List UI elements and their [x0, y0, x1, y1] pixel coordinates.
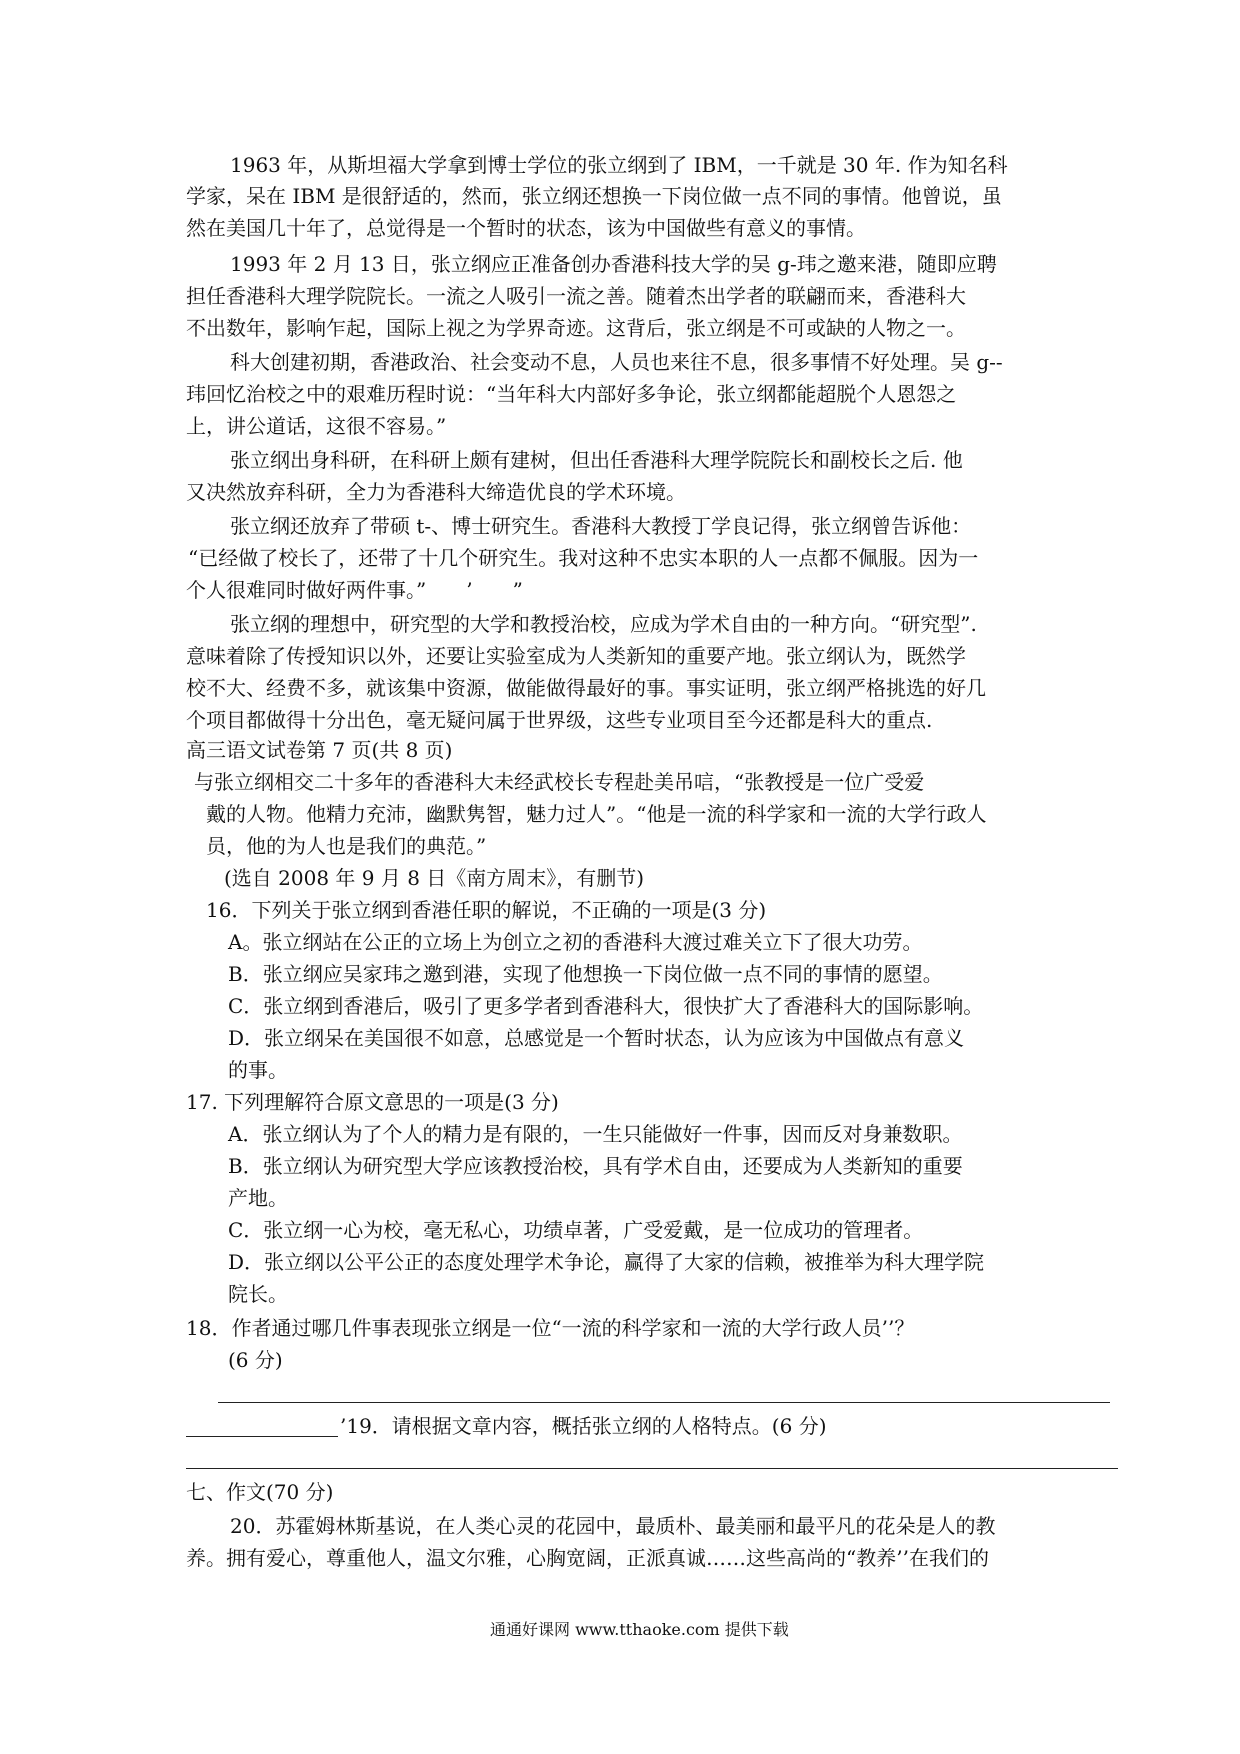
question-18-points: (6 分) [228, 1348, 283, 1372]
passage-line: 张立纲出身科研，在科研上颇有建树，但出任香港科大理学院院长和副校长之后. 他 [230, 448, 963, 472]
footer-credit: 通通好课网 www.tthaoke.com 提供下载 [490, 1620, 789, 1639]
passage-line: 1993 年 2 月 13 日，张立纲应正准备创办香港科技大学的吴 g-玮之邀来港，随即应聘 [230, 252, 997, 276]
passage-line: 戴的人物。他精力充沛，幽默隽智，魅力过人”。“他是一流的科学家和一流的大学行政人 [206, 802, 987, 826]
question-17-option-b: 产地。 [228, 1186, 288, 1210]
passage-line: 个项目都做得十分出色，毫无疑问属于世界级，这些专业项目至今还都是科大的重点. [186, 708, 933, 732]
passage-line: 校不大、经费不多，就该集中资源，做能做得最好的事。事实证明，张立纲严格挑选的好几 [186, 676, 986, 700]
passage-line: “已经做了校长了，还带了十几个研究生。我对这种不忠实本职的人一点都不佩服。因为一 [188, 546, 979, 570]
essay-prompt-line: 20．苏霍姆林斯基说，在人类心灵的花园中，最质朴、最美丽和最平凡的花朵是人的教 [230, 1514, 996, 1538]
section-heading: 七、作文(70 分) [186, 1480, 334, 1504]
passage-line: 与张立纲相交二十多年的香港科大未经武校长专程赴美吊唁，“张教授是一位广受爱 [194, 770, 925, 794]
passage-line: 担任香港科大理学院院长。一流之人吸引一流之善。随着杰出学者的联翩而来，香港科大 [186, 284, 966, 308]
passage-line: 不出数年，影响乍起，国际上视之为学界奇迹。这背后，张立纲是不可或缺的人物之一。 [186, 316, 966, 340]
question-18-stem: 18．作者通过哪几件事表现张立纲是一位“一流的科学家和一流的大学行政人员’’？ [186, 1316, 915, 1340]
passage-line: 员，他的为人也是我们的典范。” [206, 834, 487, 858]
passage-line: 玮回忆治校之中的艰难历程时说：“当年科大内部好多争论，张立纲都能超脱个人恩怨之 [186, 382, 957, 406]
essay-prompt-line: 养。拥有爱心，尊重他人，温文尔雅，心胸宽阔，正派真诚……这些高尚的“教养’’在我们的 [186, 1546, 989, 1570]
passage-line: 又决然放弃科研，全力为香港科大缔造优良的学术环境。 [186, 480, 686, 504]
page-number-label: 高三语文试卷第 7 页(共 8 页) [186, 738, 453, 762]
question-16-option-b: B．张立纲应吴家玮之邀到港，实现了他想换一下岗位做一点不同的事情的愿望。 [228, 962, 943, 986]
question-16-stem: 16．下列关于张立纲到香港任职的解说，不正确的一项是(3 分) [206, 898, 767, 922]
question-19-stem: ’19．请根据文章内容，概括张立纲的人格特点。(6 分) [340, 1414, 827, 1438]
question-16-option-d: D．张立纲呆在美国很不如意，总感觉是一个暂时状态，认为应该为中国做点有意义 [228, 1026, 965, 1050]
question-17-option-b: B．张立纲认为研究型大学应该教授治校，具有学术自由，还要成为人类新知的重要 [228, 1154, 963, 1178]
passage-line: 张立纲的理想中，研究型的大学和教授治校，应成为学术自由的一种方向。“研究型”. [230, 612, 977, 636]
question-16-option-a: A。张立纲站在公正的立场上为创立之初的香港科大渡过难关立下了很大功劳。 [228, 930, 923, 954]
passage-line: 然在美国几十年了，总觉得是一个暂时的状态，该为中国做些有意义的事情。 [186, 216, 866, 240]
passage-line: 意味着除了传授知识以外，还要让实验室成为人类新知的重要产地。张立纲认为，既然学 [186, 644, 966, 668]
passage-line: 上，讲公道话，这很不容易。” [186, 414, 447, 438]
passage-line: 学家，呆在 IBM 是很舒适的，然而，张立纲还想换一下岗位做一点不同的事情。他曾说，虽 [186, 184, 1002, 208]
question-16-option-d: 的事。 [228, 1058, 288, 1082]
source-citation: (选自 2008 年 9 月 8 日《南方周末》，有删节) [224, 866, 645, 890]
answer-line[interactable] [218, 1402, 1110, 1403]
answer-line[interactable] [186, 1468, 1118, 1469]
passage-line: 个人很难同时做好两件事。” ’ ” [186, 578, 523, 602]
question-17-option-a: A．张立纲认为了个人的精力是有限的，一生只能做好一件事，因而反对身兼数职。 [228, 1122, 963, 1146]
question-16-option-c: C．张立纲到香港后，吸引了更多学者到香港科大，很快扩大了香港科大的国际影响。 [228, 994, 984, 1018]
question-17-stem: 17. 下列理解符合原文意思的一项是(3 分) [186, 1090, 559, 1114]
answer-line[interactable] [186, 1436, 338, 1437]
question-17-option-c: C．张立纲一心为校，毫无私心，功绩卓著，广受爱戴，是一位成功的管理者。 [228, 1218, 924, 1242]
question-17-option-d: 院长。 [228, 1282, 288, 1306]
passage-line: 科大创建初期，香港政治、社会变动不息，人员也来往不息，很多事情不好处理。吴 g-- [230, 350, 1003, 374]
question-17-option-d: D．张立纲以公平公正的态度处理学术争论，赢得了大家的信赖，被推举为科大理学院 [228, 1250, 985, 1274]
passage-line: 1963 年，从斯坦福大学拿到博士学位的张立纲到了 IBM，一千就是 30 年. 作为知名科 [230, 153, 1008, 177]
passage-line: 张立纲还放弃了带硕 t-、博士研究生。香港科大教授丁学良记得，张立纲曾告诉他： [230, 514, 972, 538]
